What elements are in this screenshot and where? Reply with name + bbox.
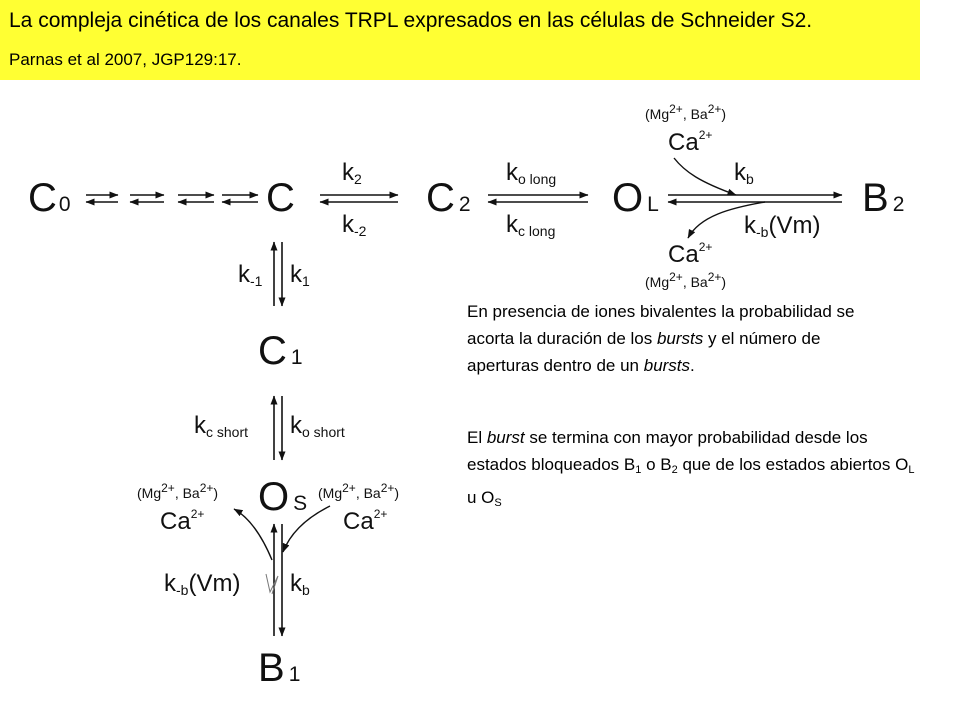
citation: Parnas et al 2007, JGP129:17. <box>9 50 242 69</box>
rate-ko-short: ko short <box>290 412 345 440</box>
rate-k1: k1 <box>290 261 310 289</box>
rate-k-minus1: k-1 <box>238 261 263 289</box>
calcium-bottom-right: $Ca^{2+}$ <box>668 240 713 268</box>
calcium-top: $Ca^{2+}$ <box>668 128 713 156</box>
rate-kb-top: kb <box>734 159 754 187</box>
state-ol: O L <box>612 176 659 220</box>
rate-k-minus-b-bottom: k-b(Vm) <box>164 570 241 598</box>
c-c1-arrows <box>274 242 282 306</box>
c1-os-arrows <box>274 396 282 460</box>
ion-mg-ba-right: (Mg2+, Ba2+) <box>645 270 727 290</box>
calcium-entry-arrow-top <box>674 158 736 195</box>
calcium-right: $Ca^{2+}$ <box>343 507 388 535</box>
description-paragraph-1: En presencia de iones bivalentes la probabilidad se acorta la duración de los bursts y el número de aperturas dentro de un bursts. <box>467 302 855 375</box>
state-c2: C 2 <box>426 176 471 220</box>
os-b1-gate-mark <box>266 574 278 594</box>
state-b2: B 2 <box>862 176 905 220</box>
rate-kc-short: kc short <box>194 412 249 440</box>
state-c1: C 1 <box>258 329 303 373</box>
rate-k-minus2: k-2 <box>342 211 367 239</box>
state-os: O S <box>258 475 308 519</box>
c2-ol-arrows <box>488 195 588 202</box>
c-c2-arrows <box>320 195 398 202</box>
rate-kc-long: kc long <box>506 211 556 239</box>
state-b1: B 1 <box>258 646 301 690</box>
rate-k2: k2 <box>342 159 362 187</box>
ol-b2-arrows <box>668 195 842 202</box>
rate-k-minus-b-top: k-b(Vm) <box>744 212 821 240</box>
calcium-left: $Ca^{2+}$ <box>160 507 205 535</box>
c0-c-transition-arrows <box>86 195 258 202</box>
state-c: C <box>266 176 295 220</box>
slide-title: La compleja cinética de los canales TRPL expresados en las células de Schneider S2. <box>9 9 813 32</box>
description-paragraph-2: El burst se termina con mayor probabilidad desde los estados bloqueados $B_1$ o $B_2$ que de los estados abiertos $O_L$ u $O_S$ <box>467 428 915 509</box>
os-b1-arrows <box>274 524 282 636</box>
ion-mg-ba-top: (Mg2+, Ba2+) <box>645 102 727 122</box>
state-c0: C0 <box>28 176 71 220</box>
rate-kb-bottom: kb <box>290 570 310 598</box>
ion-mg-ba-middle: (Mg2+, Ba2+) <box>318 481 400 501</box>
rate-ko-long: ko long <box>506 159 557 187</box>
ion-mg-ba-left: (Mg2+, Ba2+) <box>137 481 219 501</box>
